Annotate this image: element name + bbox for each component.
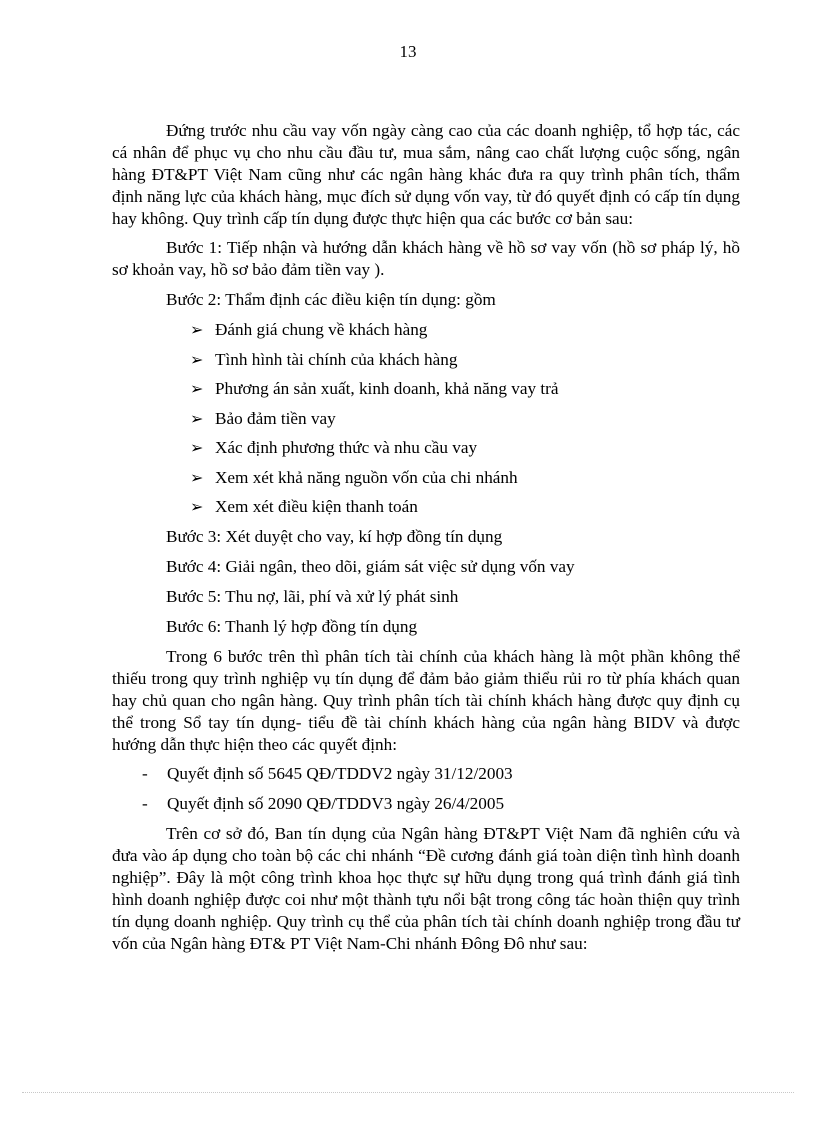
list-item bbox=[112, 437, 740, 459]
list-item bbox=[112, 467, 740, 489]
step-1: Bước 1: Tiếp nhận và hướng dẫn khách hàng về hồ sơ vay vốn (hồ sơ pháp lý, hồ sơ khoản vay, hồ sơ bảo đảm tiền vay ). bbox=[112, 238, 740, 279]
step-2: Bước 2: Thẩm định các điều kiện tín dụng: gồm bbox=[166, 290, 496, 309]
list-item-text: Tình hình tài chính của khách hàng bbox=[215, 349, 458, 369]
dash-bullet-icon: - bbox=[142, 793, 148, 813]
list-item bbox=[112, 408, 740, 430]
list-item-text: Quyết định số 2090 QĐ/TDDV3 ngày 26/4/2005 bbox=[167, 793, 505, 813]
arrow-bullet-icon: ➢ bbox=[190, 381, 204, 398]
arrow-bullet-icon: ➢ bbox=[190, 410, 204, 428]
closing-paragraph: Trên cơ sở đó, Ban tín dụng của Ngân hàng ĐT&PT Việt Nam đã nghiên cứu và đưa vào áp dụng cho toàn bộ các chi nhánh “Đề cương đánh giá toàn diện tình hình doanh nghiệp”. Đây là một công trình khoa học thực sự hữu dụng trong quá trình đánh giá tình hình doanh nghiệp được coi như một thành tựu nổi bật trong công tác hoàn thiện quy trình tín dụng doanh nghiệp. Quy trình cụ thể của phân tích tài chính doanh nghiệp trong đầu tư vốn của Ngân hàng ĐT& PT Việt Nam-Chi nhánh Đông Đô như sau: bbox=[112, 823, 740, 953]
intro-paragraph: Đứng trước nhu cầu vay vốn ngày càng cao của các doanh nghiệp, tổ hợp tác, các cá nhân để phục vụ cho nhu cầu đầu tư, mua sắm, nâng cao chất lượng cuộc sống, ngân hàng ĐT&PT Việt Nam cũng như các ngân hàng khác đưa ra quy trình phân tích, thẩm định năng lực của khách hàng, mục đích sử dụng vốn vay, từ đó quyết định có cấp tín dụng hay không. Quy trình cấp tín dụng được thực hiện qua các bước cơ bản sau: bbox=[112, 121, 740, 228]
step-4: Bước 4: Giải ngân, theo dõi, giám sát việc sử dụng vốn vay bbox=[166, 556, 575, 576]
step-3: Bước 3: Xét duyệt cho vay, kí hợp đồng tín dụng bbox=[166, 526, 503, 546]
arrow-bullet-icon: ➢ bbox=[190, 322, 204, 339]
list-item-text: Phương án sản xuất, kinh doanh, khả năng vay trả bbox=[215, 379, 559, 398]
document-body bbox=[112, 120, 740, 962]
step-6: Bước 6: Thanh lý hợp đồng tín dụng bbox=[166, 616, 418, 636]
analysis-paragraph: Trong 6 bước trên thì phân tích tài chính của khách hàng là một phần không thể thiếu trong quy trình nghiệp vụ tín dụng để đảm bảo giảm thiểu rủi ro từ phía khách quan hay chủ quan cho ngân hàng. Quy trình phân tích tài chính khách hàng được quy định cụ thể trong Sổ tay tín dụng- tiểu đề tài chính khách hàng của ngân hàng BIDV và được hướng dẫn thực hiện theo các quyết định: bbox=[112, 646, 740, 754]
list-item bbox=[112, 496, 740, 518]
footer-divider bbox=[22, 1092, 794, 1093]
list-item bbox=[112, 763, 740, 785]
step-5: Bước 5: Thu nợ, lãi, phí và xử lý phát sinh bbox=[166, 586, 459, 606]
list-item-text: Xem xét khả năng nguồn vốn của chi nhánh bbox=[215, 467, 518, 487]
arrow-bullet-icon: ➢ bbox=[190, 440, 204, 457]
list-item bbox=[112, 378, 740, 400]
arrow-bullet-icon: ➢ bbox=[190, 469, 204, 487]
list-item bbox=[112, 319, 740, 341]
list-item bbox=[112, 793, 740, 815]
list-item-text: Xem xét điều kiện thanh toán bbox=[215, 497, 418, 516]
list-item bbox=[112, 349, 740, 371]
page-number: 13 bbox=[399, 42, 417, 61]
decisions-list bbox=[112, 763, 740, 815]
arrow-bullet-icon: ➢ bbox=[190, 499, 204, 516]
dash-bullet-icon: - bbox=[142, 763, 148, 783]
arrow-bullet-icon: ➢ bbox=[190, 351, 204, 369]
step-2-criteria-list bbox=[112, 319, 740, 518]
list-item-text: Xác định phương thức và nhu cầu vay bbox=[215, 438, 478, 457]
list-item-text: Đánh giá chung về khách hàng bbox=[215, 320, 428, 339]
list-item-text: Bảo đảm tiền vay bbox=[215, 408, 336, 428]
list-item-text: Quyết định số 5645 QĐ/TDDV2 ngày 31/12/2003 bbox=[167, 763, 513, 783]
